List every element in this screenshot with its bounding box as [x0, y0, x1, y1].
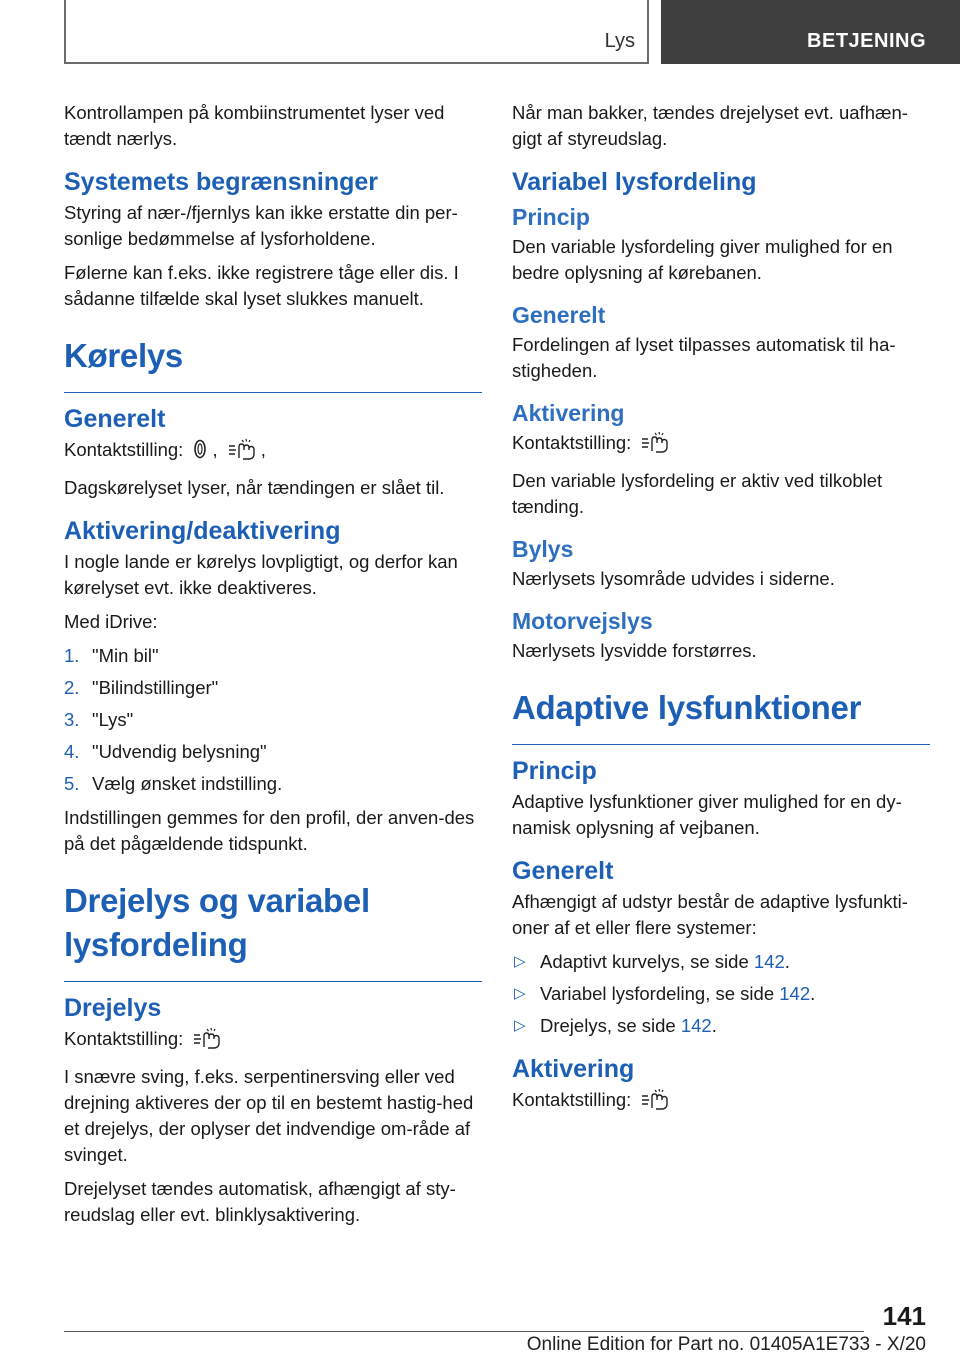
paragraph-styring: Styring af nær-/fjernlys kan ikke erstatte din per-sonlige bedømmelse af lysforholdene.: [64, 202, 458, 249]
kontaktstilling-label: Kontaktstilling:: [64, 439, 184, 460]
header-chapter-title: BETJENING: [807, 30, 926, 52]
paragraph-bylys: Nærlysets lysområde udvides i siderne.: [512, 568, 835, 589]
paragraph-med-idrive: Med iDrive:: [64, 611, 158, 632]
paragraph-motorvejslys: Nærlysets lysvidde forstørres.: [512, 640, 757, 661]
paragraph-kontaktstilling-korelys: [64, 437, 482, 467]
list-item: ▷ Adaptivt kurvelys, se side 142.: [512, 949, 930, 975]
heading-motorvejslys: Motorvejslys: [512, 608, 653, 634]
paragraph-drejelyset-taendes: Drejelyset tændes automatisk, afhængigt af sty-reudslag eller evt. blinklysaktivering.: [64, 1178, 456, 1225]
heading-princip-adaptive: Princip: [512, 757, 597, 785]
heading-bylys: Bylys: [512, 536, 574, 562]
ignition-on-icon: [192, 1027, 222, 1056]
paragraph-bakker: Når man bakker, tændes drejelyset evt. uafhæn-gigt af styreudslag.: [512, 102, 908, 149]
page-number: 141: [882, 1301, 926, 1331]
paragraph-kontaktstilling-variabel: [512, 430, 930, 460]
list-item: 1. "Min bil": [64, 645, 159, 666]
heading-aktivering: Aktivering: [512, 400, 625, 426]
bullet-triangle-icon: ▷: [514, 985, 526, 1002]
header-section-box: [64, 0, 649, 64]
bullet-triangle-icon: ▷: [514, 1017, 526, 1034]
list-item: 4. "Udvendig belysning": [64, 741, 267, 762]
heading-variabel-lysfordeling: Variabel lysfordeling: [512, 168, 757, 196]
header-section-title: Lys: [604, 30, 635, 52]
paragraph-generelt: Fordelingen af lyset tilpasses automatisk til ha-stigheden.: [512, 334, 896, 381]
paragraph-princip: Den variable lysfordeling giver mulighed for en bedre oplysning af kørebanen.: [512, 236, 893, 283]
ignition-on-icon: [640, 1088, 670, 1117]
paragraph-generelt-adaptive: Afhængigt af udstyr består de adaptive lysfunkti-oner af et eller flere systemer:: [512, 891, 908, 938]
heading-aktivering-adaptive: Aktivering: [512, 1055, 635, 1083]
heading-adaptive-lysfunktioner: Adaptive lysfunktioner: [512, 686, 930, 745]
heading-aktivering-deaktivering: Aktivering/deaktivering: [64, 517, 341, 545]
adaptive-functions-list: [512, 949, 930, 1039]
icon-separator: ,: [212, 439, 218, 460]
paragraph-folerne: Følerne kan f.eks. ikke registrere tåge eller dis. I sådanne tilfælde skal lyset slukkes manuelt.: [64, 262, 459, 309]
page-link[interactable]: 142: [753, 951, 785, 972]
paragraph-gemmes: Indstillingen gemmes for den profil, der anven-des på det pågældende tidspunkt.: [64, 807, 475, 854]
kontaktstilling-label: Kontaktstilling:: [512, 432, 632, 453]
paragraph-snaevre-sving: I snævre sving, f.eks. serpentinersving eller ved drejning aktiveres der op til en bestemt hastig-hed et drejelys, der oplyser det indvendige om-råde af svinget.: [64, 1066, 474, 1165]
footer-edition: Online Edition for Part no. 01405A1E733 - X/20: [526, 1334, 926, 1355]
paragraph-kontaktstilling-adaptive: [512, 1087, 930, 1117]
paragraph-princip-adaptive: Adaptive lysfunktioner giver mulighed for en dy-namisk oplysning af vejbanen.: [512, 791, 902, 838]
idrive-steps-list: [64, 643, 482, 797]
heading-systemets-begraensninger: Systemets begrænsninger: [64, 168, 378, 196]
paragraph-kontaktstilling-drejelys: [64, 1026, 482, 1056]
list-item: 2. "Bilindstillinger": [64, 677, 219, 698]
paragraph-dagskorelys: Dagskørelyset lyser, når tændingen er slået til.: [64, 477, 445, 498]
list-item: 5. Vælg ønsket indstilling.: [64, 773, 283, 794]
ignition-on-icon: [227, 438, 257, 467]
page-link[interactable]: 142: [680, 1015, 712, 1036]
header-chapter-tab: [661, 0, 960, 64]
kontaktstilling-label: Kontaktstilling:: [512, 1089, 632, 1110]
paragraph-aktiv-ved-taending: Den variable lysfordeling er aktiv ved tilkoblet tænding.: [512, 470, 883, 517]
bullet-triangle-icon: ▷: [514, 953, 526, 970]
left-column: [64, 100, 482, 1236]
heading-generelt-adaptive: Generelt: [512, 857, 614, 885]
heading-korelys: Kørelys: [64, 334, 482, 393]
list-item: ▷ Drejelys, se side 142.: [512, 1013, 930, 1039]
list-item: ▷ Variabel lysfordeling, se side 142.: [512, 981, 930, 1007]
ignition-standby-icon: [192, 438, 208, 467]
paragraph-kontrollampe: Kontrollampen på kombiinstrumentet lyser ved tændt nærlys.: [64, 102, 445, 149]
paragraph-lovpligtigt: I nogle lande er kørelys lovpligtigt, og derfor kan kørelyset evt. ikke deaktiveres.: [64, 551, 458, 598]
footer-divider: [64, 1331, 864, 1332]
heading-princip: Princip: [512, 204, 590, 230]
list-item: 3. "Lys": [64, 709, 134, 730]
kontaktstilling-label: Kontaktstilling:: [64, 1028, 184, 1049]
heading-drejelys: Drejelys: [64, 994, 162, 1022]
right-column: [512, 100, 930, 1125]
icon-separator: ,: [260, 439, 266, 460]
heading-generelt: Generelt: [512, 302, 606, 328]
ignition-on-icon: [640, 431, 670, 460]
page-link[interactable]: 142: [779, 983, 811, 1004]
heading-drejelys-og-variabel-lysfordeling: Drejelys og variabel lysfordeling: [64, 879, 482, 982]
heading-generelt: Generelt: [64, 405, 166, 433]
